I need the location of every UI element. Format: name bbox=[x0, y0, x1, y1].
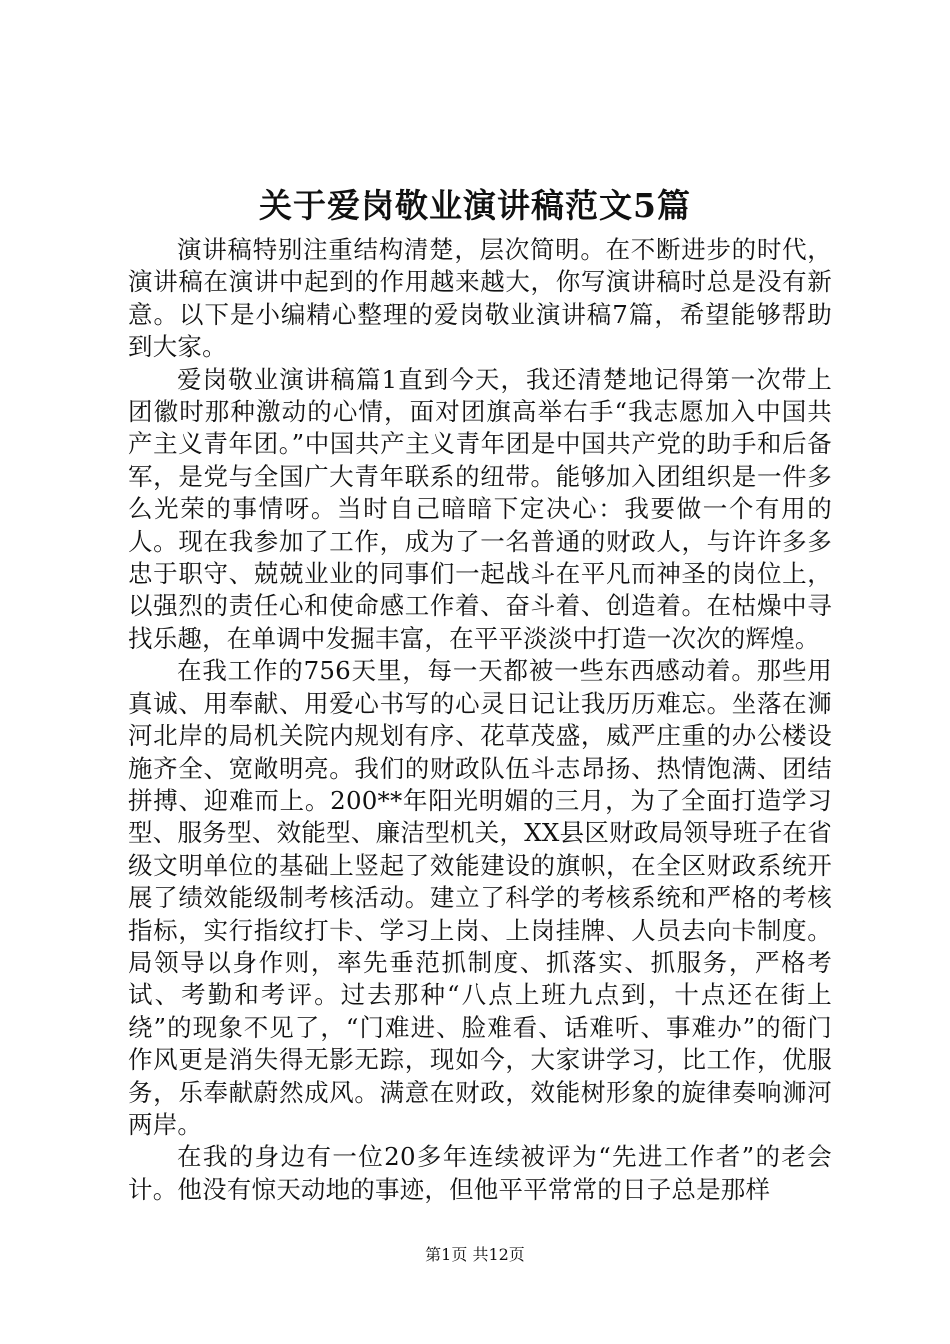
paragraph-intro: 演讲稿特别注重结构清楚，层次简明。在不断进步的时代，演讲稿在演讲中起到的作用越来越大，你写演讲稿时总是没有新意。以下是小编精心整理的爱岗敬业演讲稿7篇，希望能够帮助到大家。 bbox=[128, 235, 832, 362]
page-footer: 第1页 共12页 bbox=[425, 1245, 525, 1264]
document-title: 关于爱岗敬业演讲稿范文5篇 bbox=[259, 186, 691, 225]
paragraph-756-days: 在我工作的756天里，每一天都被一些东西感动着。那些用真诚、用奉献、用爱心书写的心灵日记让我历历难忘。坐落在浉河北岸的局机关院内规划有序、花草茂盛，威严庄重的办公楼设施齐全、宽敞明亮。我们的财政队伍斗志昂扬、热情饱满、团结拼搏、迎难而上。200**年阳光明媚的三月，为了全面打造学习型、服务型、效能型、廉洁型机关，XX县区财政局领导班子在省级文明单位的基础上竖起了效能建设的旗帜，在全区财政系统开展了绩效能级制考核活动。建立了科学的考核系统和严格的考核指标，实行指纹打卡、学习上岗、上岗挂牌、人员去向卡制度。局领导以身作则，率先垂范抓制度、抓落实、抓服务，严格考试、考勤和考评。过去那种“八点上班九点到，十点还在街上绕”的现象不见了，“门难进、脸难看、话难听、事难办”的衙门作风更是消失得无影无踪，现如今，大家讲学习，比工作，优服务，乐奉献蔚然成风。满意在财政，效能树形象的旋律奏响浉河两岸。 bbox=[128, 656, 832, 1139]
paragraph-speech-1: 爱岗敬业演讲稿篇1直到今天，我还清楚地记得第一次带上团徽时那种激动的心情，面对团旗高举右手“我志愿加入中国共产主义青年团。”中国共产主义青年团是中国共产党的助手和后备军，是党与全国广大青年联系的纽带。能够加入团组织是一件多么光荣的事情呀。当时自己暗暗下定决心：我要做一个有用的人。现在我参加了工作，成为了一名普通的财政人，与许许多多忠于职守、兢兢业业的同事们一起战斗在平凡而神圣的岗位上，以强烈的责任心和使命感工作着、奋斗着、创造着。在枯燥中寻找乐趣，在单调中发掘丰富，在平平淡淡中打造一次次的辉煌。 bbox=[128, 364, 832, 653]
paragraph-old-accountant: 在我的身边有一位20多年连续被评为“先进工作者”的老会计。他没有惊天动地的事迹，但他平平常常的日子总是那样 bbox=[128, 1142, 832, 1204]
document-body bbox=[128, 234, 832, 1206]
